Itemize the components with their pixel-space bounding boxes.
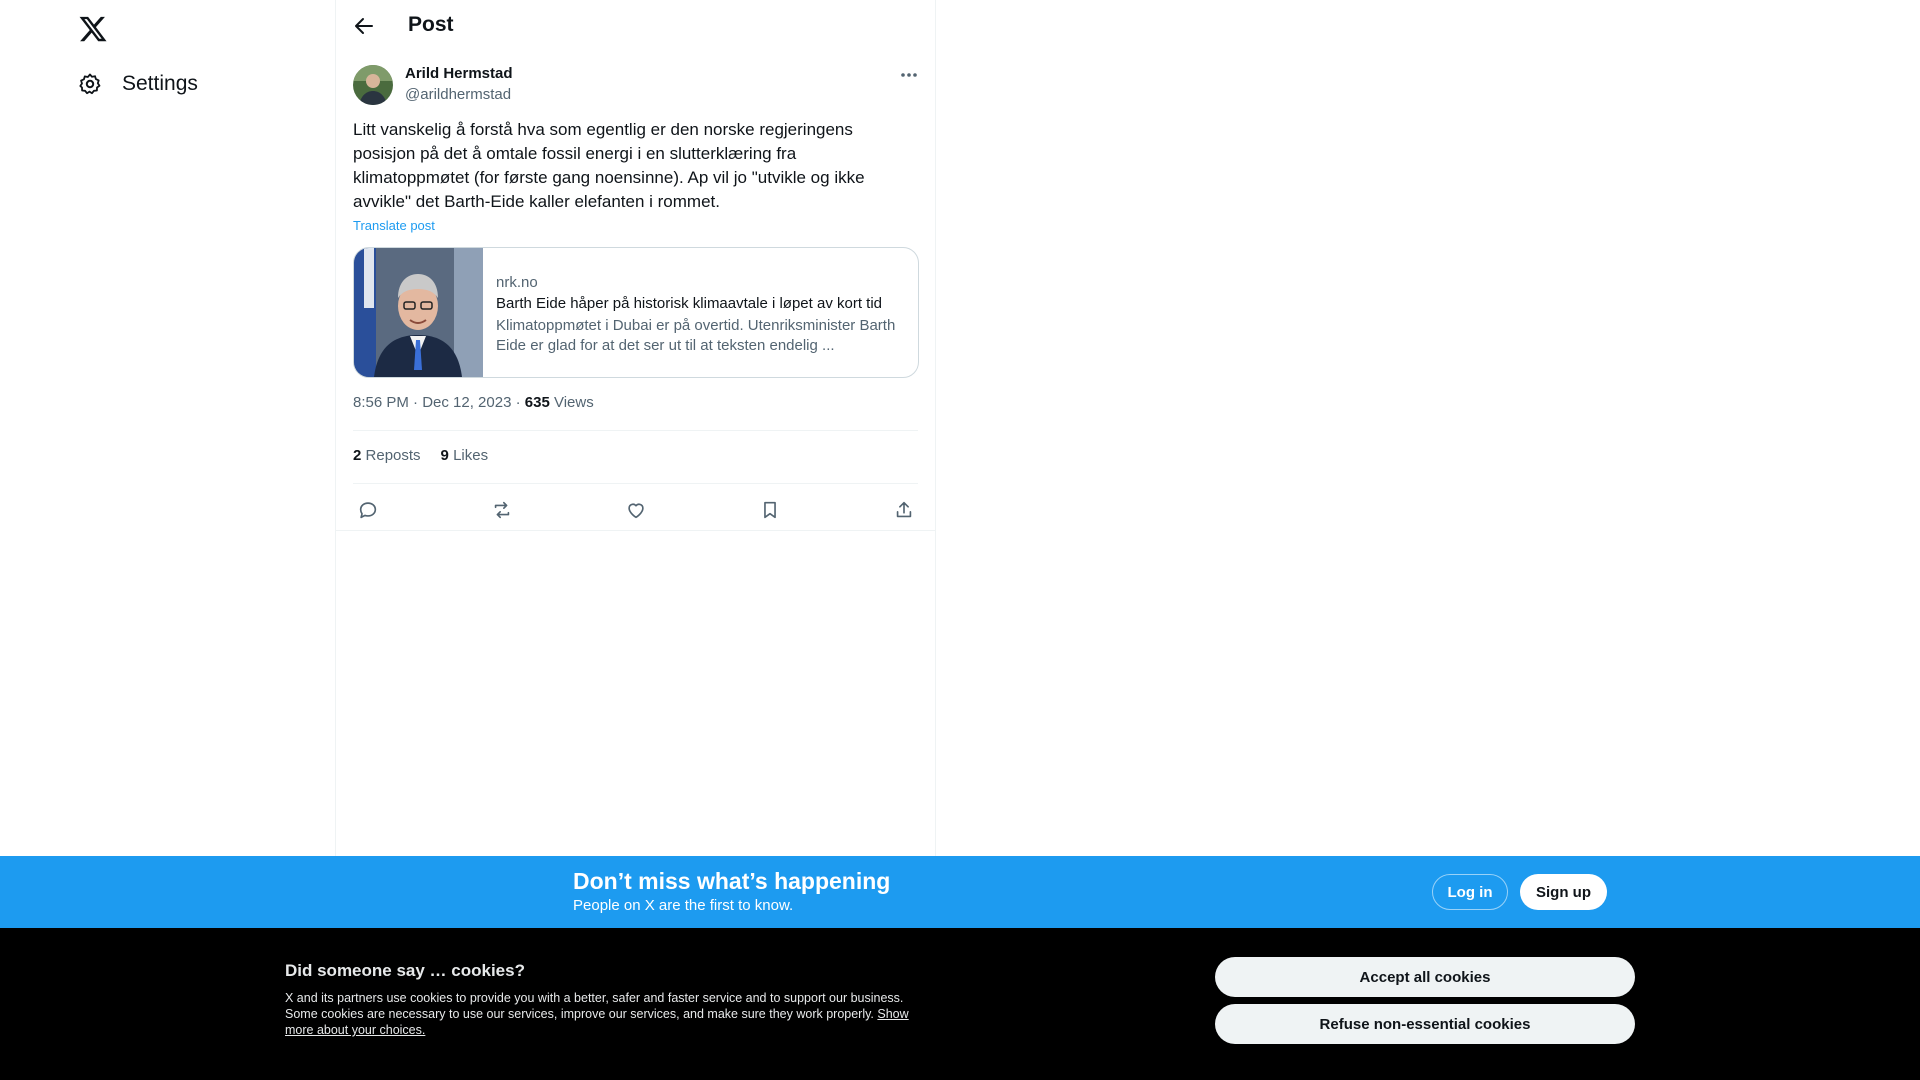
author-handle[interactable]: @arildhermstad xyxy=(405,86,512,103)
avatar[interactable] xyxy=(353,65,393,105)
likes-label: Likes xyxy=(453,447,489,464)
signup-banner xyxy=(0,856,1920,928)
share-icon xyxy=(893,499,915,521)
link-card[interactable] xyxy=(353,247,919,378)
cookie-choices-link[interactable]: Show more about your choices. xyxy=(285,1007,909,1037)
post-text: Litt vanskelig å forstå hva som egentlig er den norske regjeringens posisjon på det å omtale fossil energi i en slutterklæring fra klimatoppmøtet (for første gang noensinne). Ap vil jo "utvikle og ikke avvikle" det Barth-Eide kaller elefanten i rommet. xyxy=(353,120,865,211)
banner-subtitle: People on X are the first to know. xyxy=(573,897,794,914)
card-domain: nrk.no xyxy=(496,274,538,291)
page-title: Post xyxy=(408,13,454,36)
author-name[interactable]: Arild Hermstad xyxy=(405,65,513,82)
like-button[interactable] xyxy=(616,490,656,530)
reposts-count: 2 xyxy=(353,447,362,464)
likes-stat[interactable] xyxy=(441,447,489,464)
divider xyxy=(353,430,918,431)
card-thumbnail xyxy=(354,248,483,377)
accept-cookies-button[interactable]: Accept all cookies xyxy=(1215,957,1635,997)
share-button[interactable] xyxy=(884,490,924,530)
divider xyxy=(353,483,918,484)
reply-icon xyxy=(357,499,379,521)
reposts-stat[interactable] xyxy=(353,447,421,464)
signup-button[interactable]: Sign up xyxy=(1520,874,1607,910)
bookmark-icon xyxy=(759,499,781,521)
sidebar-item-settings[interactable] xyxy=(78,72,198,96)
bookmark-button[interactable] xyxy=(750,490,790,530)
card-description: Klimatoppmøtet i Dubai er på overtid. Utenriksminister Barth Eide er glad for at det ser ut til at teksten endelig ... xyxy=(496,317,896,354)
main-column xyxy=(335,0,936,856)
reply-button[interactable] xyxy=(348,490,388,530)
header-bar xyxy=(336,0,935,53)
refuse-cookies-button[interactable]: Refuse non-essential cookies xyxy=(1215,1004,1635,1044)
translate-post-link[interactable]: Translate post xyxy=(353,218,435,233)
repost-button[interactable] xyxy=(482,490,522,530)
post-meta xyxy=(353,394,594,411)
x-logo-icon[interactable] xyxy=(78,14,108,44)
cookie-consent xyxy=(0,928,1920,1080)
meta-separator: · xyxy=(515,394,521,411)
likes-count: 9 xyxy=(440,447,449,464)
engagement-stats xyxy=(353,447,488,464)
card-title: Barth Eide håper på historisk klimaavtale i løpet av kort tid xyxy=(496,295,883,312)
back-arrow-icon[interactable] xyxy=(352,14,376,38)
gear-icon xyxy=(78,72,102,96)
more-icon[interactable] xyxy=(898,64,920,86)
divider xyxy=(336,530,935,531)
like-icon xyxy=(625,499,647,521)
repost-icon xyxy=(491,499,513,521)
post-time[interactable]: 8:56 PM · Dec 12, 2023 xyxy=(353,394,512,411)
sidebar-item-label: Settings xyxy=(122,72,198,95)
cookie-text xyxy=(285,990,917,1038)
login-button[interactable]: Log in xyxy=(1432,874,1508,910)
views-count: 635 xyxy=(524,394,550,411)
post-actions xyxy=(336,490,935,530)
banner-title: Don’t miss what’s happening xyxy=(573,868,891,894)
views-label: Views xyxy=(553,394,594,411)
cookie-title: Did someone say … cookies? xyxy=(285,961,525,980)
cookie-body: X and its partners use cookies to provide you with a better, safer and faster service and to support our business. Some cookies are necessary to use our services, improve our services, and make sure they work properly. xyxy=(285,991,904,1021)
reposts-label: Reposts xyxy=(365,447,421,464)
